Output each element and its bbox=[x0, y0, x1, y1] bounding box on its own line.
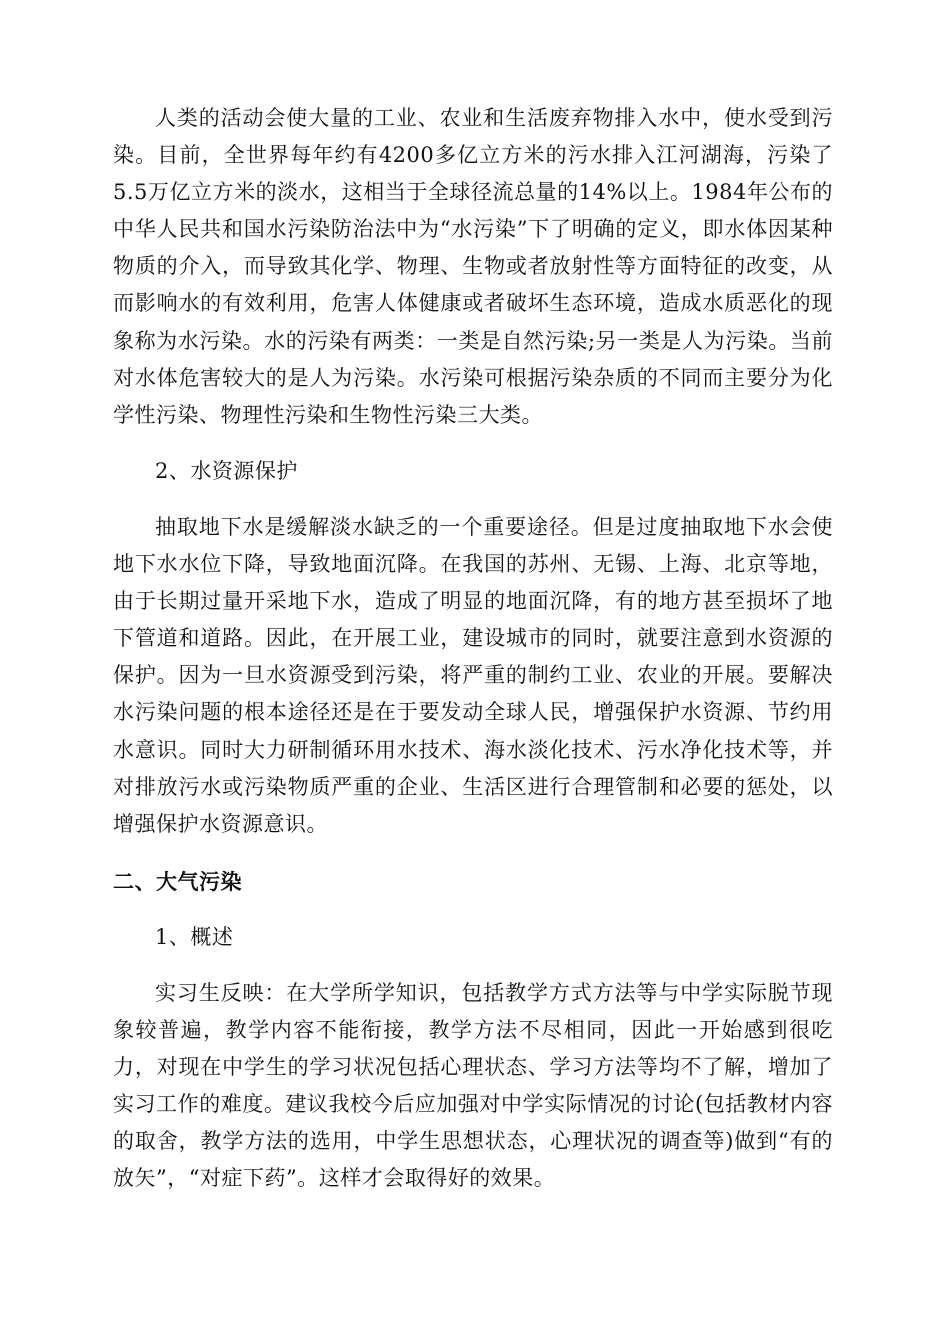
section-heading-air-pollution: 二、大气污染 bbox=[113, 869, 242, 894]
paragraph-intern-feedback: 实习生反映：在大学所学知识，包括教学方式方法等与中学实际脱节现象较普遍，教学内容不能衔接，教学方法不尽相同，因此一开始感到很吃力，对现在中学生的学习状况包括心理状态、学习方法等均不了解，增加了实习工作的难度。建议我校今后应加强对中学实际情况的讨论(包括教材内容的取舍，教学方法的选用，中学生思想状态，心理状况的调查等)做到“有的放矢”，“对症下药”。这样才会取得好的效果。 bbox=[113, 980, 833, 1191]
subheading-water-protection: 2、水资源保护 bbox=[155, 458, 298, 483]
paragraph-water-protection: 抽取地下水是缓解淡水缺乏的一个重要途径。但是过度抽取地下水会使地下水水位下降，导致地面沉降。在我国的苏州、无锡、上海、北京等地，由于长期过量开采地下水，造成了明显的地面沉降，有的地方甚至损坏了地下管道和道路。因此，在开展工业，建设城市的同时，就要注意到水资源的保护。因为一旦水资源受到污染，将严重的制约工业、农业的开展。要解决水污染问题的根本途径还是在于要发动全球人民，增强保护水资源、节约用水意识。同时大力研制循环用水技术、海水淡化技术、污水净化技术等，并对排放污水或污染物质严重的企业、生活区进行合理管制和必要的惩处，以增强保护水资源意识。 bbox=[113, 514, 833, 836]
paragraph-water-pollution: 人类的活动会使大量的工业、农业和生活废弃物排入水中，使水受到污染。目前，全世界每年约有4200多亿立方米的污水排入江河湖海，污染了5.5万亿立方米的淡水，这相当于全球径流总量的14%以上。1984年公布的中华人民共和国水污染防治法中为“水污染”下了明确的定义，即水体因某种物质的介入，而导致其化学、物理、生物或者放射性等方面特征的改变，从而影响水的有效利用，危害人体健康或者破坏生态环境，造成水质恶化的现象称为水污染。水的污染有两类：一类是自然污染;另一类是人为污染。当前对水体危害较大的是人为污染。水污染可根据污染杂质的不同而主要分为化学性污染、物理性污染和生物性污染三大类。 bbox=[113, 106, 833, 427]
subheading-overview: 1、概述 bbox=[155, 924, 234, 949]
document-body bbox=[113, 100, 833, 1198]
